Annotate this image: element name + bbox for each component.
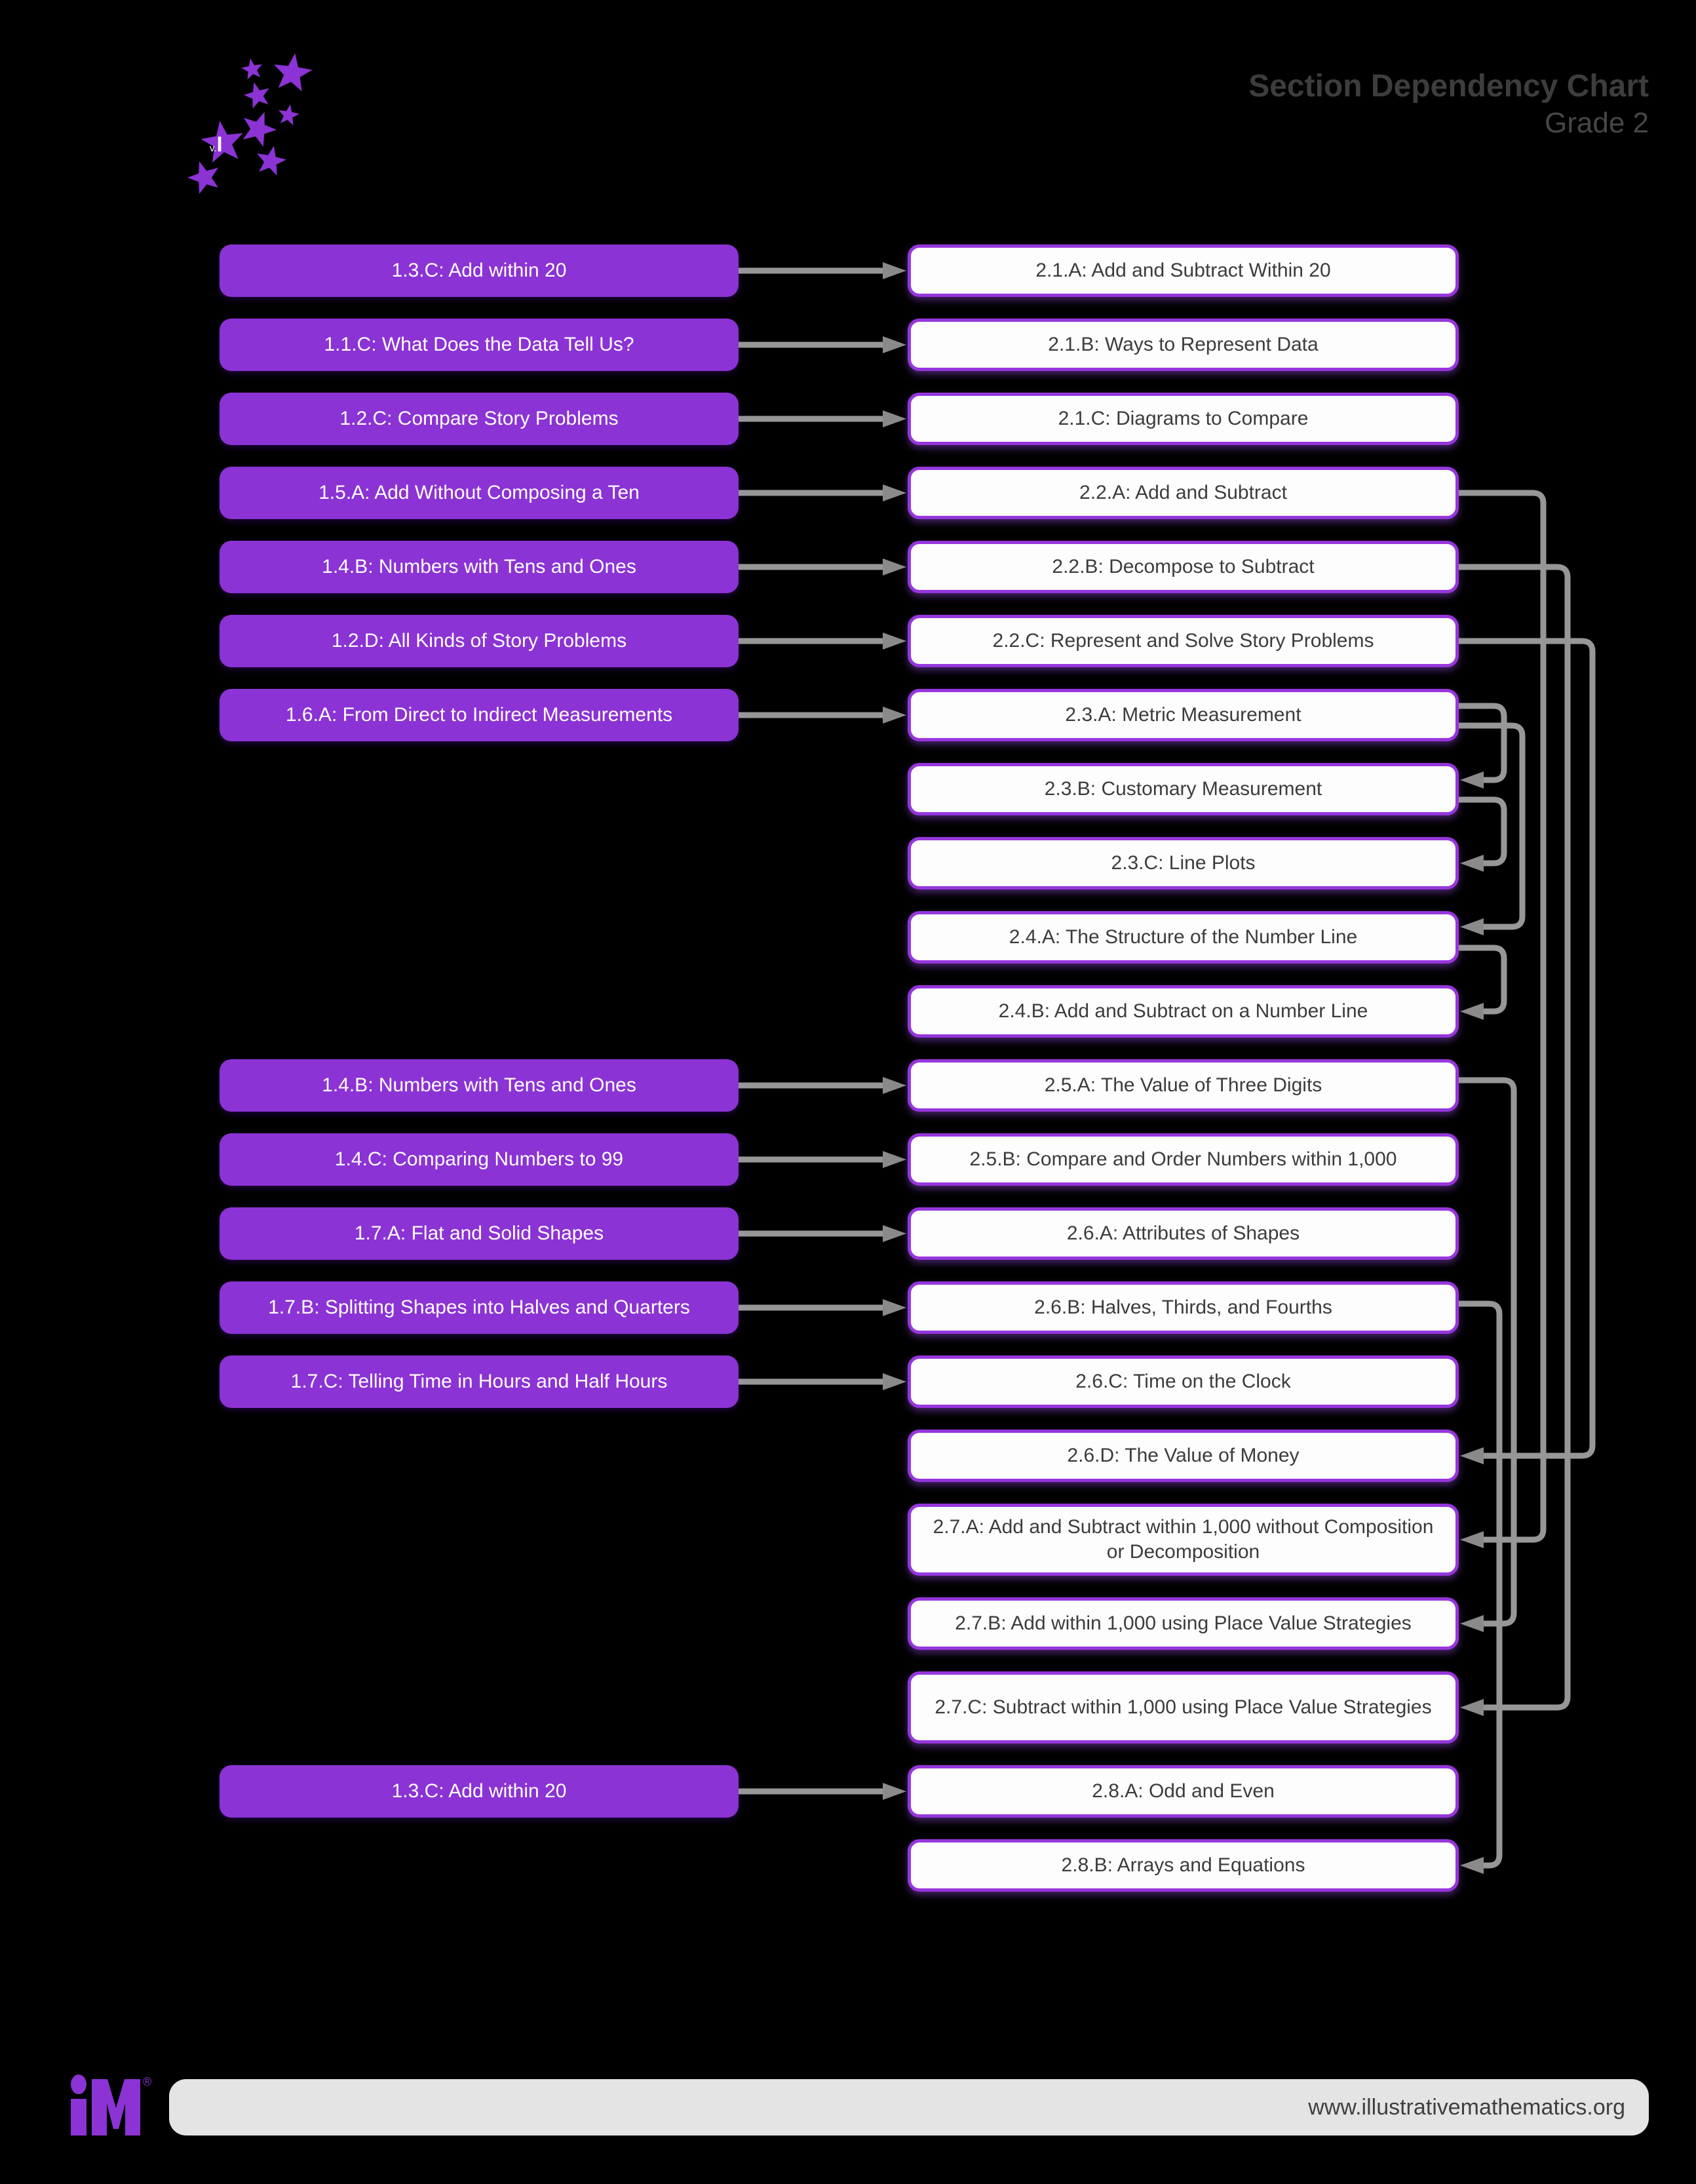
grade1-section-node-9 (220, 1133, 739, 1186)
im-logo-i-dot (71, 2075, 87, 2094)
grade2-section-node-10 (908, 911, 1459, 964)
arrowhead-icon (1460, 918, 1484, 935)
grade2-section-node-2 (908, 319, 1459, 371)
dependency-line (1459, 948, 1504, 1011)
grade1-section-node-8 (220, 1059, 739, 1112)
footer-url: www.illustrativemathematics.org (1308, 2094, 1625, 2120)
registered-mark: ® (143, 2075, 152, 2088)
grade2-section-node-12 (908, 1059, 1459, 1112)
dependency-line (1459, 493, 1543, 1540)
grade2-section-node-6-label: 2.2.C: Represent and Solve Story Problems (992, 630, 1374, 652)
grade2-section-node-19-label: 2.7.B: Add within 1,000 using Place Value Strategies (955, 1612, 1412, 1634)
grade2-section-node-21 (908, 1765, 1459, 1818)
footer-bar (169, 2079, 1649, 2135)
dependency-line (1459, 800, 1504, 863)
grade1-section-node-5 (220, 541, 739, 593)
page-subtitle: Grade 2 (1545, 107, 1649, 139)
grade2-section-node-22 (908, 1839, 1459, 1892)
grade2-section-node-16 (908, 1355, 1459, 1408)
grade2-section-node-4-label: 2.2.A: Add and Subtract (1079, 482, 1287, 503)
grade2-section-node-10-label: 2.4.A: The Structure of the Number Line (1009, 926, 1358, 948)
arrowhead-icon (883, 1783, 906, 1800)
grade2-section-node-22-label: 2.8.B: Arrays and Equations (1061, 1854, 1305, 1876)
grade2-section-node-21-label: 2.8.A: Odd and Even (1092, 1780, 1275, 1802)
arrowhead-icon (883, 1373, 906, 1390)
grade2-section-node-18-label: 2.7.A: Add and Subtract within 1,000 without Composition or Decomposition (933, 1516, 1434, 1563)
star-icon (274, 53, 312, 91)
grade2-section-node-12-label: 2.5.A: The Value of Three Digits (1044, 1074, 1322, 1096)
arrowhead-icon (883, 1299, 906, 1316)
arrowhead-icon (1460, 1857, 1484, 1874)
grade2-section-node-19 (908, 1597, 1459, 1650)
arrowhead-icon (1460, 1615, 1484, 1632)
arrowhead-icon (1460, 1447, 1484, 1464)
logo-version-mark: v.I (210, 132, 223, 156)
grade1-section-node-6-label: 1.2.D: All Kinds of Story Problems (331, 630, 627, 652)
dependency-line (1459, 641, 1592, 1456)
star-icon (187, 161, 218, 193)
grade1-section-node-2-label: 1.1.C: What Does the Data Tell Us? (324, 334, 634, 355)
grade2-section-node-17 (908, 1430, 1459, 1482)
grade2-section-node-15 (908, 1281, 1459, 1334)
grade1-section-node-3 (220, 393, 739, 445)
grade2-section-node-2-label: 2.1.B: Ways to Represent Data (1048, 334, 1319, 355)
grade1-section-node-8-label: 1.4.B: Numbers with Tens and Ones (322, 1074, 636, 1096)
grade1-section-node-6 (220, 615, 739, 667)
star-icon (279, 104, 299, 125)
arrowhead-icon (1460, 1531, 1484, 1548)
arrowhead-icon (883, 1077, 906, 1094)
dependency-line (1459, 1304, 1499, 1865)
grade2-section-node-14-label: 2.6.A: Attributes of Shapes (1066, 1222, 1300, 1244)
grade2-section-node-16-label: 2.6.C: Time on the Clock (1075, 1371, 1291, 1392)
grade2-section-node-20 (908, 1671, 1459, 1744)
grade1-section-node-3-label: 1.2.C: Compare Story Problems (339, 408, 619, 429)
header (1248, 68, 1649, 140)
grade2-section-node-20-label: 2.7.C: Subtract within 1,000 using Place Value Strategies (935, 1696, 1432, 1718)
grade2-section-node-5-label: 2.2.B: Decompose to Subtract (1052, 556, 1315, 577)
im-logo-m (92, 2079, 140, 2135)
star-icon (257, 146, 286, 176)
arrowhead-icon (883, 558, 906, 575)
grade2-section-node-3 (908, 393, 1459, 445)
grade1-section-node-7 (220, 689, 739, 741)
grade2-section-node-14 (908, 1207, 1459, 1260)
grade2-section-node-3-label: 2.1.C: Diagrams to Compare (1058, 408, 1309, 429)
grade2-section-node-9-label: 2.3.C: Line Plots (1111, 852, 1256, 874)
arrowhead-icon (883, 484, 906, 501)
grade2-section-node-11 (908, 985, 1459, 1038)
grade1-section-node-1-label: 1.3.C: Add within 20 (391, 260, 567, 281)
im-logo-icon (67, 2074, 155, 2139)
grade2-section-node-6 (908, 615, 1459, 667)
grade1-section-node-13 (220, 1765, 739, 1818)
grade2-section-node-1-label: 2.1.A: Add and Subtract Within 20 (1035, 260, 1331, 281)
grade1-section-node-9-label: 1.4.C: Comparing Numbers to 99 (334, 1148, 624, 1170)
arrowhead-icon (883, 707, 906, 724)
grade1-section-node-11 (220, 1281, 739, 1334)
dependency-line (1459, 726, 1522, 927)
arrowhead-icon (1460, 855, 1484, 872)
arrowhead-icon (1460, 1699, 1484, 1716)
grade2-section-node-15-label: 2.6.B: Halves, Thirds, and Fourths (1034, 1297, 1332, 1318)
grade2-section-node-18 (908, 1504, 1459, 1576)
grade2-section-node-7-label: 2.3.A: Metric Measurement (1065, 704, 1301, 726)
grade1-section-node-2 (220, 319, 739, 371)
grade1-section-node-5-label: 1.4.B: Numbers with Tens and Ones (322, 556, 636, 577)
arrowhead-icon (883, 336, 906, 353)
arrowhead-icon (883, 1151, 906, 1168)
grade1-section-node-12-label: 1.7.C: Telling Time in Hours and Half Hours (290, 1371, 668, 1392)
grade1-section-node-7-label: 1.6.A: From Direct to Indirect Measurements (285, 704, 673, 726)
grade1-section-node-11-label: 1.7.B: Splitting Shapes into Halves and Quarters (268, 1297, 690, 1318)
dependency-line (1459, 706, 1504, 780)
arrowhead-icon (883, 262, 906, 279)
grade2-section-node-13-label: 2.5.B: Compare and Order Numbers within 1,000 (969, 1148, 1397, 1170)
grade2-section-node-17-label: 2.6.D: The Value of Money (1067, 1445, 1300, 1466)
grade1-section-node-1 (220, 244, 739, 297)
page-title: Section Dependency Chart (1248, 69, 1649, 104)
star-icon (244, 83, 269, 109)
grade1-section-node-12 (220, 1355, 739, 1408)
star-icon (241, 58, 262, 79)
grade2-section-node-8 (908, 763, 1459, 815)
grade2-section-node-1 (908, 244, 1459, 297)
grade2-section-node-4 (908, 467, 1459, 519)
grade1-section-node-10 (220, 1207, 739, 1260)
arrowhead-icon (883, 410, 906, 427)
grade1-section-node-4 (220, 467, 739, 519)
dependency-line (1459, 1080, 1514, 1624)
arrowhead-icon (1460, 1003, 1484, 1020)
grade2-section-node-5 (908, 541, 1459, 593)
grade1-section-node-10-label: 1.7.A: Flat and Solid Shapes (354, 1222, 604, 1244)
grade1-section-node-4-label: 1.5.A: Add Without Composing a Ten (318, 482, 640, 503)
grade2-section-node-13 (908, 1133, 1459, 1186)
dependency-line (1459, 567, 1568, 1707)
im-logo-i-stem (71, 2099, 87, 2135)
star-icon (243, 112, 277, 147)
grade2-section-node-8-label: 2.3.B: Customary Measurement (1044, 778, 1322, 800)
arrowhead-icon (883, 1225, 906, 1242)
grade2-section-node-11-label: 2.4.B: Add and Subtract on a Number Line (998, 1000, 1368, 1022)
arrowhead-icon (1460, 771, 1484, 789)
stars-logo-icon (176, 38, 320, 195)
grade2-section-node-7 (908, 689, 1459, 741)
grade1-section-node-13-label: 1.3.C: Add within 20 (391, 1780, 567, 1802)
arrowhead-icon (883, 633, 906, 650)
grade2-section-node-9 (908, 837, 1459, 889)
